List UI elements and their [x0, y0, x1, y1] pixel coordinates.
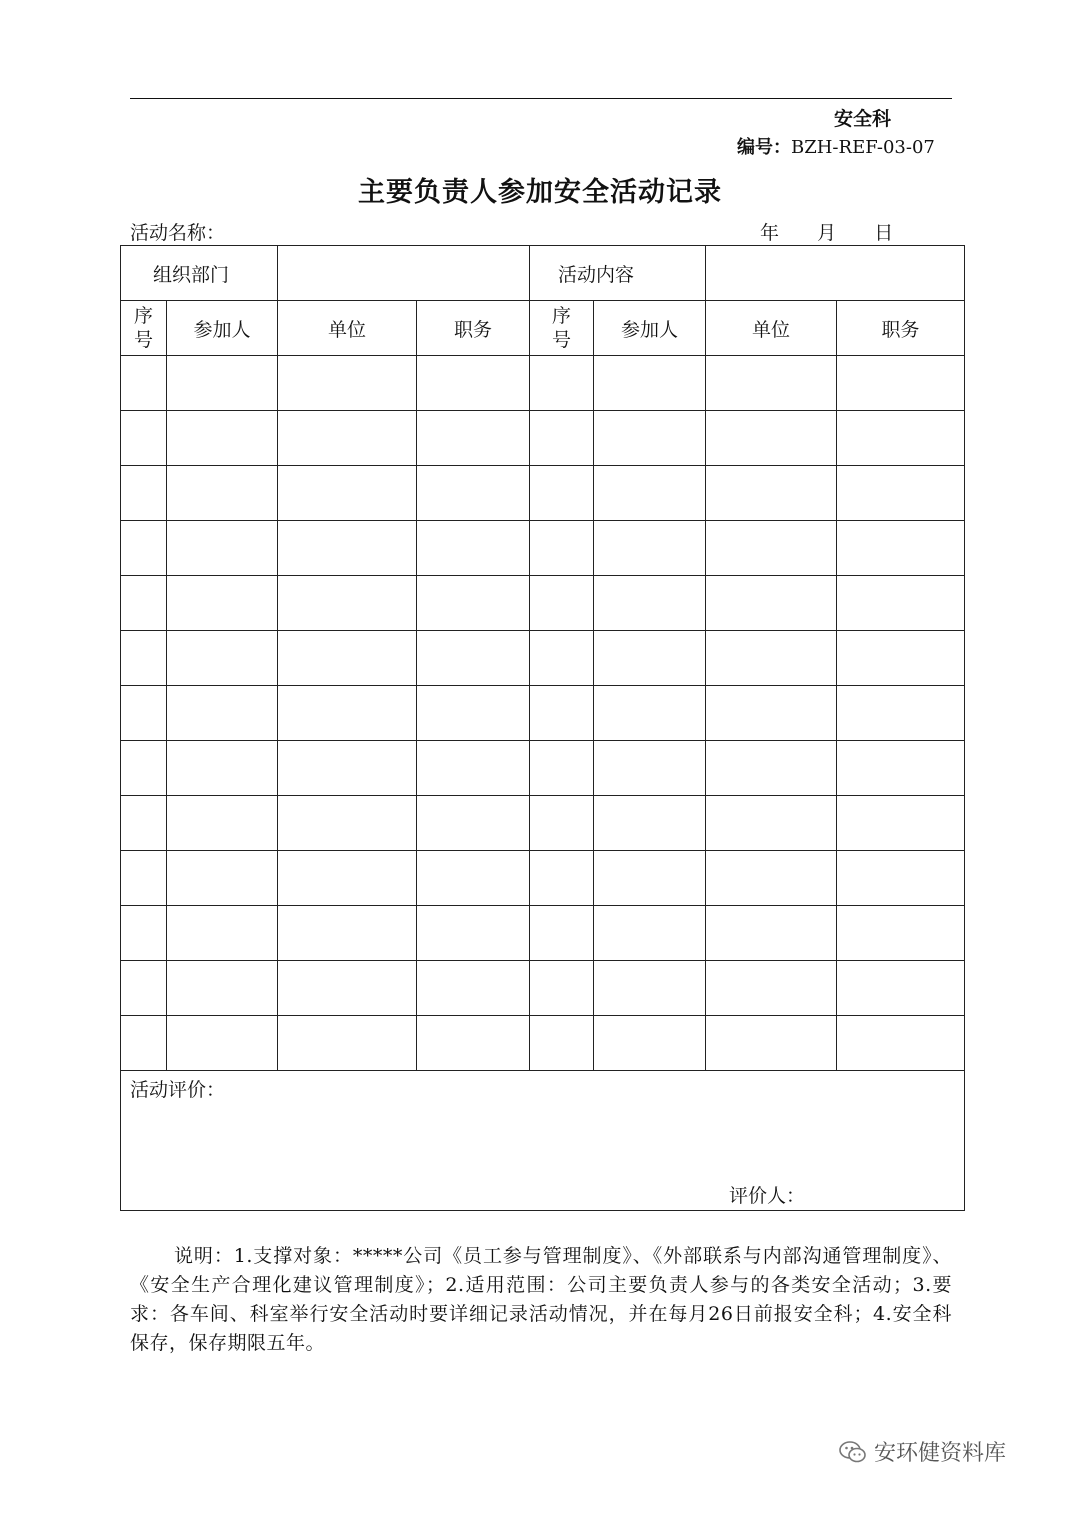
table-cell[interactable] — [837, 576, 965, 631]
table-row — [121, 466, 965, 521]
table-cell[interactable] — [167, 1016, 278, 1071]
table-cell[interactable] — [167, 576, 278, 631]
table-cell[interactable] — [594, 576, 706, 631]
table-cell[interactable] — [837, 1016, 965, 1071]
table-cell[interactable] — [278, 521, 417, 576]
table-cell[interactable] — [121, 631, 167, 686]
table-row — [121, 851, 965, 906]
table-cell[interactable] — [121, 1016, 167, 1071]
table-row — [121, 521, 965, 576]
table-cell[interactable] — [278, 631, 417, 686]
table-cell[interactable] — [121, 521, 167, 576]
table-cell[interactable] — [278, 851, 417, 906]
table-cell[interactable] — [530, 521, 594, 576]
table-cell[interactable] — [121, 851, 167, 906]
table-cell[interactable] — [530, 631, 594, 686]
table-cell[interactable] — [167, 686, 278, 741]
table-cell[interactable] — [706, 521, 837, 576]
table-cell[interactable] — [530, 961, 594, 1016]
table-cell[interactable] — [706, 1016, 837, 1071]
table-cell[interactable] — [706, 906, 837, 961]
table-cell[interactable] — [530, 906, 594, 961]
table-row — [121, 411, 965, 466]
table-cell[interactable] — [530, 686, 594, 741]
table-cell[interactable] — [594, 741, 706, 796]
code-value: BZH-REF-03-07 — [791, 137, 935, 158]
table-cell[interactable] — [706, 631, 837, 686]
table-cell[interactable] — [530, 356, 594, 411]
table-cell[interactable] — [167, 851, 278, 906]
table-cell[interactable] — [706, 576, 837, 631]
col-header-position: 职务 — [417, 301, 530, 356]
table-cell[interactable] — [706, 356, 837, 411]
table-row — [121, 906, 965, 961]
table-cell[interactable] — [594, 961, 706, 1016]
table-cell[interactable] — [167, 356, 278, 411]
table-row — [121, 741, 965, 796]
table-cell[interactable] — [417, 576, 530, 631]
table-cell[interactable] — [837, 521, 965, 576]
table-cell[interactable] — [837, 356, 965, 411]
table-cell[interactable] — [594, 686, 706, 741]
table-cell[interactable] — [167, 466, 278, 521]
table-cell[interactable] — [417, 1016, 530, 1071]
table-cell[interactable] — [530, 411, 594, 466]
table-cell[interactable] — [121, 576, 167, 631]
page-title: 主要负责人参加安全活动记录 — [358, 177, 722, 208]
table-cell[interactable] — [167, 906, 278, 961]
activity-name-label: 活动名称： — [130, 222, 226, 244]
col-header-seq-2: 序 号 — [530, 301, 594, 356]
table-cell[interactable] — [121, 961, 167, 1016]
table-cell[interactable] — [417, 466, 530, 521]
table-cell[interactable] — [167, 961, 278, 1016]
note-text: 说明：1.支撑对象：*****公司《员工参与管理制度》、《外部联系与内部沟通管理制度》、《安全生产合理化建议管理制度》；2.适用范围：公司主要负责人参与的各类安全活动；3.要求：各车间、科室举行安全活动时要详细记录活动情况，并在每月26日前报安全科；4.安全科保存，保存期限五年。 — [130, 1245, 952, 1354]
table-cell[interactable] — [530, 851, 594, 906]
table-cell[interactable] — [594, 631, 706, 686]
department-label: 安全科 — [834, 108, 892, 130]
table-cell[interactable] — [278, 906, 417, 961]
table-cell[interactable] — [121, 356, 167, 411]
col-header-participant: 参加人 — [167, 301, 278, 356]
watermark — [838, 1436, 1006, 1467]
table-cell[interactable] — [837, 961, 965, 1016]
table-cell[interactable] — [594, 466, 706, 521]
top-rule — [130, 98, 952, 99]
table-cell[interactable] — [417, 686, 530, 741]
table-cell[interactable] — [530, 576, 594, 631]
org-dept-label: 组织部门 — [121, 246, 278, 301]
table-cell[interactable] — [837, 466, 965, 521]
table-cell[interactable] — [121, 411, 167, 466]
table-cell[interactable] — [417, 906, 530, 961]
table-cell[interactable] — [594, 796, 706, 851]
year-label: 年 — [760, 222, 780, 244]
table-cell[interactable] — [278, 1016, 417, 1071]
table-cell[interactable] — [837, 631, 965, 686]
table-cell[interactable] — [278, 961, 417, 1016]
table-cell[interactable] — [530, 796, 594, 851]
table-cell[interactable] — [837, 411, 965, 466]
table-cell[interactable] — [278, 796, 417, 851]
table-cell[interactable] — [837, 741, 965, 796]
col-header-unit-2: 单位 — [706, 301, 837, 356]
table-cell[interactable] — [121, 741, 167, 796]
table-cell[interactable] — [121, 686, 167, 741]
table-cell[interactable] — [417, 411, 530, 466]
table-cell[interactable] — [278, 576, 417, 631]
table-cell[interactable] — [594, 1016, 706, 1071]
table-cell[interactable] — [530, 1016, 594, 1071]
watermark-text: 安环健资料库 — [874, 1441, 1007, 1466]
table-cell[interactable] — [278, 686, 417, 741]
table-cell[interactable] — [706, 796, 837, 851]
table-row — [121, 356, 965, 411]
table-cell[interactable] — [278, 466, 417, 521]
table-cell[interactable] — [706, 466, 837, 521]
table-cell[interactable] — [278, 411, 417, 466]
evaluation-cell[interactable] — [121, 1071, 965, 1211]
table-cell[interactable] — [121, 466, 167, 521]
col-header-position-2: 职务 — [837, 301, 965, 356]
table-cell[interactable] — [417, 961, 530, 1016]
table-cell[interactable] — [706, 411, 837, 466]
record-table — [120, 245, 965, 1211]
table-cell[interactable] — [594, 851, 706, 906]
col-header-seq: 序 号 — [121, 301, 167, 356]
month-label: 月 — [817, 222, 837, 244]
table-row — [121, 631, 965, 686]
table-cell[interactable] — [837, 796, 965, 851]
table-cell[interactable] — [530, 466, 594, 521]
column-header-row — [121, 301, 965, 356]
table-cell[interactable] — [417, 741, 530, 796]
table-cell[interactable] — [167, 741, 278, 796]
table-cell[interactable] — [278, 356, 417, 411]
table-cell[interactable] — [706, 961, 837, 1016]
table-cell[interactable] — [837, 851, 965, 906]
table-cell[interactable] — [706, 851, 837, 906]
table-cell[interactable] — [167, 631, 278, 686]
table-cell[interactable] — [417, 356, 530, 411]
table-cell[interactable] — [594, 411, 706, 466]
table-cell[interactable] — [594, 906, 706, 961]
table-cell[interactable] — [594, 521, 706, 576]
evaluator-label: 评价人： — [729, 1185, 806, 1207]
table-cell[interactable] — [167, 411, 278, 466]
table-cell[interactable] — [417, 851, 530, 906]
table-cell[interactable] — [278, 741, 417, 796]
activity-content-field[interactable] — [706, 246, 965, 301]
table-row — [121, 961, 965, 1016]
table-cell[interactable] — [706, 741, 837, 796]
day-label: 日 — [874, 222, 894, 244]
col-header-participant-2: 参加人 — [594, 301, 706, 356]
table-cell[interactable] — [167, 796, 278, 851]
table-row — [121, 1016, 965, 1071]
table-cell[interactable] — [417, 631, 530, 686]
table-cell[interactable] — [121, 796, 167, 851]
table-cell[interactable] — [167, 521, 278, 576]
table-row — [121, 796, 965, 851]
code-label: 编号： — [737, 137, 791, 158]
table-cell[interactable] — [837, 686, 965, 741]
table-cell[interactable] — [594, 356, 706, 411]
activity-content-label: 活动内容 — [530, 246, 706, 301]
table-cell[interactable] — [706, 686, 837, 741]
table-row — [121, 686, 965, 741]
wechat-icon — [838, 1439, 868, 1465]
table-cell[interactable] — [837, 906, 965, 961]
col-header-unit: 单位 — [278, 301, 417, 356]
document-code — [737, 133, 935, 159]
table-cell[interactable] — [417, 521, 530, 576]
table-cell[interactable] — [530, 741, 594, 796]
table-row — [121, 576, 965, 631]
table-cell[interactable] — [417, 796, 530, 851]
evaluation-label: 活动评价： — [130, 1079, 226, 1101]
date-line — [760, 218, 893, 245]
table-cell[interactable] — [121, 906, 167, 961]
org-dept-field[interactable] — [278, 246, 530, 301]
